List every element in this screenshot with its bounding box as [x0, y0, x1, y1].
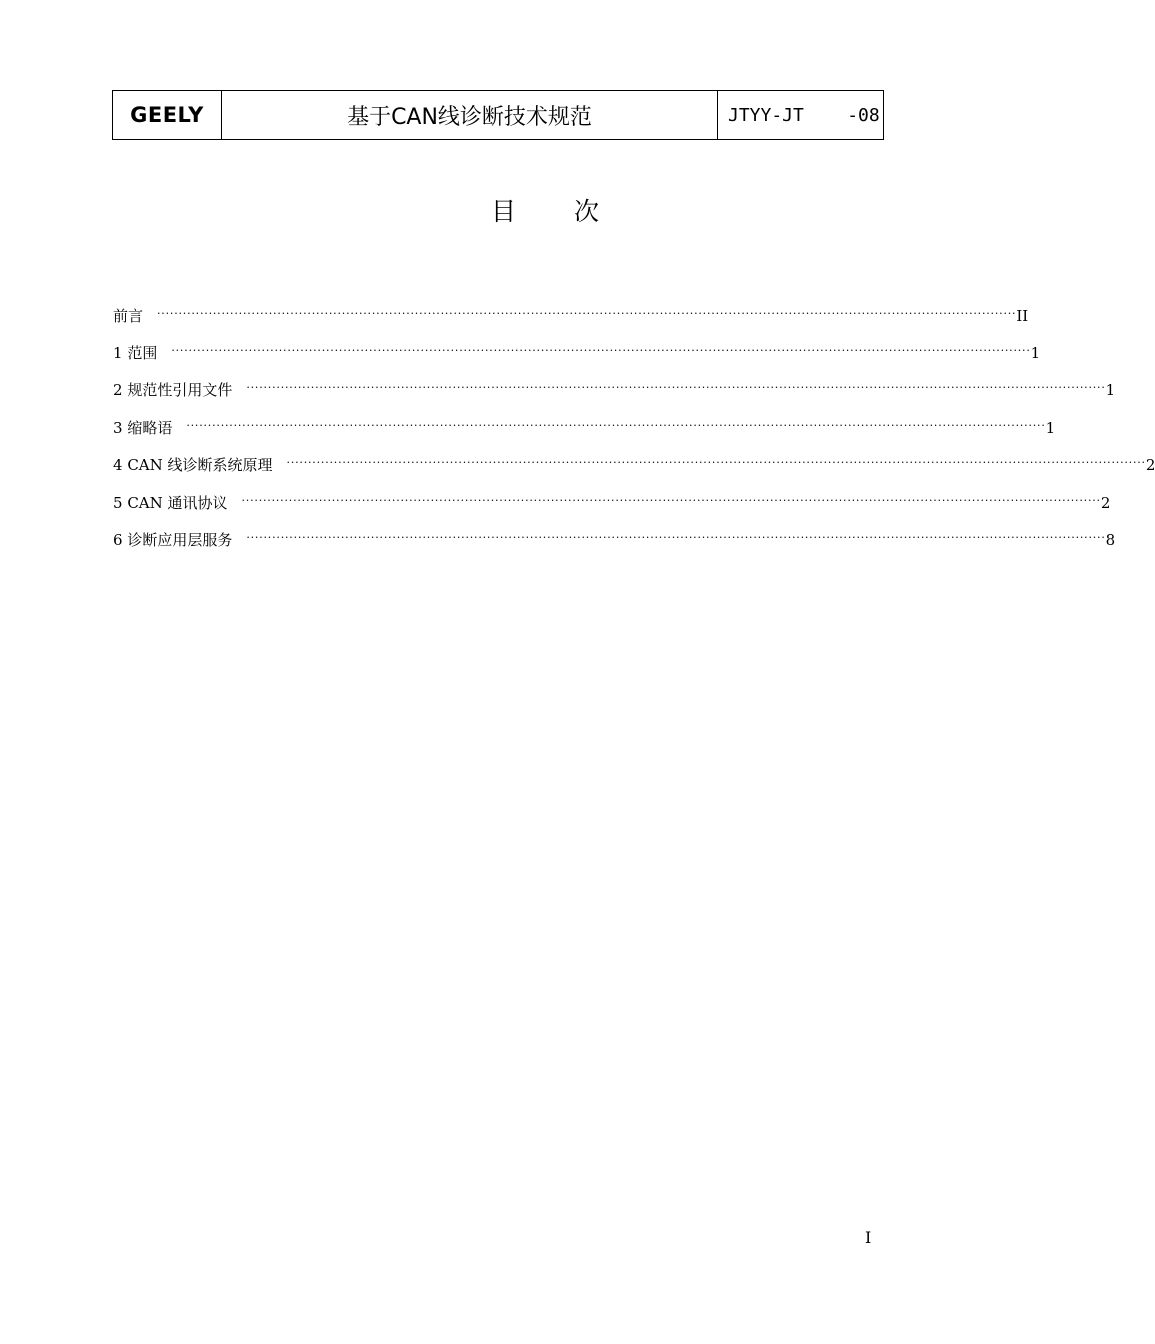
toc-entry-page: 1	[1045, 418, 1056, 437]
toc-entry-page: 1	[1105, 381, 1116, 400]
toc-entry-label: 范围	[127, 344, 158, 363]
document-title: 基于CAN线诊断技术规范	[222, 91, 718, 139]
toc-entry-normative-references[interactable]	[113, 372, 1116, 409]
toc-entry-page: 8	[1105, 531, 1116, 550]
toc-entry-can-protocol[interactable]	[113, 484, 1111, 521]
toc-entry-label: 规范性引用文件	[127, 381, 233, 400]
toc-heading-part1: 目	[490, 197, 516, 226]
toc-leader-dots: ········································································································································································································	[246, 531, 1106, 545]
toc-entry-number: 1	[113, 344, 128, 363]
toc-entry-number: 5	[113, 493, 128, 512]
toc-entry-foreword[interactable]	[113, 297, 1029, 334]
toc-entry-diagnostic-services[interactable]	[113, 521, 1116, 558]
toc-entry-can-diagnostic-principle[interactable]	[113, 447, 1155, 484]
table-of-contents	[113, 297, 1155, 559]
toc-entry-label: 缩略语	[127, 418, 173, 437]
toc-entry-number: 2	[113, 381, 128, 400]
toc-entry-number: 3	[113, 418, 128, 437]
toc-entry-label: CAN 线诊断系统原理	[127, 456, 273, 475]
toc-entry-page: 2	[1145, 456, 1155, 475]
toc-leader-dots: ········································································································································································································	[246, 381, 1106, 395]
page-number: I	[865, 1228, 872, 1247]
toc-entry-label: CAN 通讯协议	[127, 493, 228, 512]
document-header-table	[112, 90, 884, 140]
toc-leader-dots: ········································································································································································································	[186, 418, 1046, 432]
toc-entry-abbreviations[interactable]	[113, 409, 1056, 446]
toc-entry-number: 4	[113, 456, 128, 475]
toc-heading	[0, 192, 1090, 228]
toc-entry-label: 前言	[113, 306, 144, 325]
toc-leader-dots: ········································································································································································································	[241, 493, 1101, 507]
toc-entry-number: 6	[113, 531, 128, 550]
toc-leader-dots: ········································································································································································································	[171, 344, 1031, 358]
toc-heading-part2: 次	[574, 197, 600, 226]
toc-entry-scope[interactable]	[113, 334, 1041, 371]
toc-entry-page: 1	[1030, 344, 1041, 363]
toc-leader-dots: ········································································································································································································	[157, 306, 1017, 320]
toc-entry-page: 2	[1100, 493, 1111, 512]
document-code: JTYY-JT -08	[728, 104, 880, 126]
toc-entry-page: II	[1016, 306, 1029, 325]
company-logo: GEELY	[113, 91, 222, 139]
toc-entry-label: 诊断应用层服务	[127, 531, 233, 550]
toc-leader-dots: ········································································································································································································	[286, 456, 1146, 470]
